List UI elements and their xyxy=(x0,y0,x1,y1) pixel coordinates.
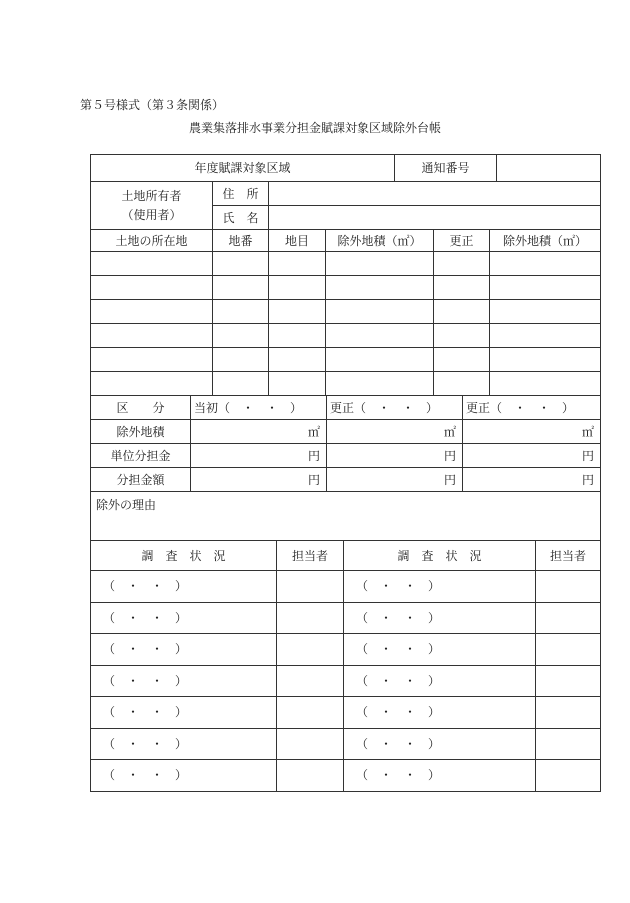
land-cell-lot-number xyxy=(213,276,269,300)
excluded-area-label: 除外地積 xyxy=(91,420,191,444)
period-correction-1: 更正（ ・ ・ ） xyxy=(327,396,463,420)
division-row xyxy=(91,396,601,420)
excluded-area-correction-1: ㎡ xyxy=(327,420,463,444)
owner-label xyxy=(91,182,213,230)
survey-table xyxy=(90,540,601,792)
land-cell-land-category xyxy=(269,348,326,372)
land-cell-location xyxy=(91,372,213,396)
survey-date-right: （ ・ ・ ） xyxy=(344,665,536,697)
survey-date-right: （ ・ ・ ） xyxy=(344,728,536,760)
land-cell-correction xyxy=(434,372,490,396)
land-cell-lot-number xyxy=(213,348,269,372)
survey-date-right: （ ・ ・ ） xyxy=(344,697,536,729)
excluded-area-initial: ㎡ xyxy=(191,420,327,444)
name-label: 氏 名 xyxy=(213,206,269,230)
survey-staff-header-right: 担当者 xyxy=(536,541,601,571)
land-cell-location xyxy=(91,348,213,372)
land-cell-land-category xyxy=(269,372,326,396)
land-cell-location xyxy=(91,252,213,276)
charge-amount-row xyxy=(91,468,601,492)
survey-staff-right xyxy=(536,634,601,666)
land-cell-corrected-excluded-area xyxy=(490,348,601,372)
land-row xyxy=(91,300,601,324)
survey-date-right: （ ・ ・ ） xyxy=(344,602,536,634)
notice-number-value xyxy=(497,155,601,182)
excluded-area-header: 除外地積（㎡） xyxy=(326,230,434,252)
land-cell-excluded-area xyxy=(326,348,434,372)
land-cell-location xyxy=(91,324,213,348)
survey-date-left: （ ・ ・ ） xyxy=(91,571,277,603)
unit-charge-correction-1: 円 xyxy=(327,444,463,468)
assessment-area-label: 年度賦課対象区域 xyxy=(91,155,395,182)
land-row xyxy=(91,324,601,348)
survey-staff-left xyxy=(277,665,344,697)
unit-charge-row xyxy=(91,444,601,468)
area-header-row xyxy=(91,155,601,182)
survey-header-row xyxy=(91,541,601,571)
survey-staff-right xyxy=(536,571,601,603)
survey-row xyxy=(91,602,601,634)
land-cell-corrected-excluded-area xyxy=(490,252,601,276)
survey-date-right: （ ・ ・ ） xyxy=(344,760,536,792)
land-cell-land-category xyxy=(269,252,326,276)
land-cell-correction xyxy=(434,276,490,300)
exclusion-ledger-form xyxy=(90,154,600,792)
land-category-header: 地目 xyxy=(269,230,326,252)
period-correction-2: 更正（ ・ ・ ） xyxy=(463,396,601,420)
land-cell-excluded-area xyxy=(326,372,434,396)
unit-charge-initial: 円 xyxy=(191,444,327,468)
name-value xyxy=(269,206,601,230)
land-cell-corrected-excluded-area xyxy=(490,300,601,324)
survey-staff-left xyxy=(277,760,344,792)
division-label: 区 分 xyxy=(91,396,191,420)
exclusion-reason xyxy=(91,492,601,541)
owner-label-line2: （使用者） xyxy=(121,207,182,222)
unit-charge-label: 単位分担金 xyxy=(91,444,191,468)
land-cell-land-category xyxy=(269,324,326,348)
reason-table xyxy=(90,491,601,541)
assessment-table xyxy=(90,395,601,492)
land-cell-corrected-excluded-area xyxy=(490,372,601,396)
document-title: 農業集落排水事業分担金賦課対象区域除外台帳 xyxy=(188,121,441,135)
land-cell-excluded-area xyxy=(326,276,434,300)
land-location-header: 土地の所在地 xyxy=(91,230,213,252)
survey-staff-left xyxy=(277,571,344,603)
land-cell-correction xyxy=(434,324,490,348)
land-cell-excluded-area xyxy=(326,252,434,276)
exclusion-reason-label: 除外の理由 xyxy=(96,498,157,512)
survey-staff-left xyxy=(277,602,344,634)
land-cell-lot-number xyxy=(213,372,269,396)
correction-header: 更正 xyxy=(434,230,490,252)
survey-staff-right xyxy=(536,665,601,697)
survey-row xyxy=(91,760,601,792)
survey-staff-left xyxy=(277,728,344,760)
survey-row xyxy=(91,728,601,760)
land-cell-lot-number xyxy=(213,324,269,348)
area-header-table xyxy=(90,154,601,182)
survey-row xyxy=(91,634,601,666)
survey-date-left: （ ・ ・ ） xyxy=(91,602,277,634)
survey-date-right: （ ・ ・ ） xyxy=(344,634,536,666)
survey-staff-header-left: 担当者 xyxy=(277,541,344,571)
land-cell-land-category xyxy=(269,300,326,324)
land-cell-correction xyxy=(434,348,490,372)
land-cell-location xyxy=(91,276,213,300)
owner-address-row xyxy=(91,182,601,206)
survey-date-left: （ ・ ・ ） xyxy=(91,665,277,697)
survey-staff-right xyxy=(536,760,601,792)
unit-charge-correction-2: 円 xyxy=(463,444,601,468)
land-cell-corrected-excluded-area xyxy=(490,324,601,348)
land-row xyxy=(91,372,601,396)
survey-staff-left xyxy=(277,697,344,729)
charge-amount-correction-2: 円 xyxy=(463,468,601,492)
land-table xyxy=(90,229,601,396)
land-cell-corrected-excluded-area xyxy=(490,276,601,300)
charge-amount-initial: 円 xyxy=(191,468,327,492)
land-cell-lot-number xyxy=(213,252,269,276)
land-cell-correction xyxy=(434,300,490,324)
charge-amount-label: 分担金額 xyxy=(91,468,191,492)
owner-table xyxy=(90,181,601,230)
charge-amount-correction-1: 円 xyxy=(327,468,463,492)
survey-status-header-left: 調 査 状 況 xyxy=(91,541,277,571)
address-value xyxy=(269,182,601,206)
reason-row xyxy=(91,492,601,541)
excluded-area-correction-2: ㎡ xyxy=(463,420,601,444)
survey-date-left: （ ・ ・ ） xyxy=(91,728,277,760)
land-row xyxy=(91,276,601,300)
survey-staff-right xyxy=(536,602,601,634)
address-label: 住 所 xyxy=(213,182,269,206)
owner-label-line1: 土地所有者 xyxy=(121,188,182,203)
land-cell-lot-number xyxy=(213,300,269,324)
period-initial: 当初（ ・ ・ ） xyxy=(191,396,327,420)
corrected-excluded-area-header: 除外地積（㎡） xyxy=(490,230,601,252)
survey-date-left: （ ・ ・ ） xyxy=(91,760,277,792)
lot-number-header: 地番 xyxy=(213,230,269,252)
survey-row xyxy=(91,665,601,697)
form-number: 第５号様式（第３条関係） xyxy=(80,98,225,112)
survey-status-header-right: 調 査 状 況 xyxy=(344,541,536,571)
land-cell-excluded-area xyxy=(326,324,434,348)
survey-date-right: （ ・ ・ ） xyxy=(344,571,536,603)
survey-date-left: （ ・ ・ ） xyxy=(91,697,277,729)
land-row xyxy=(91,252,601,276)
land-header-row xyxy=(91,230,601,252)
land-cell-land-category xyxy=(269,276,326,300)
land-cell-correction xyxy=(434,252,490,276)
survey-staff-left xyxy=(277,634,344,666)
survey-staff-right xyxy=(536,697,601,729)
notice-number-label: 通知番号 xyxy=(395,155,497,182)
land-cell-excluded-area xyxy=(326,300,434,324)
land-cell-location xyxy=(91,300,213,324)
excluded-area-row xyxy=(91,420,601,444)
survey-staff-right xyxy=(536,728,601,760)
survey-row xyxy=(91,697,601,729)
survey-date-left: （ ・ ・ ） xyxy=(91,634,277,666)
land-row xyxy=(91,348,601,372)
survey-row xyxy=(91,571,601,603)
